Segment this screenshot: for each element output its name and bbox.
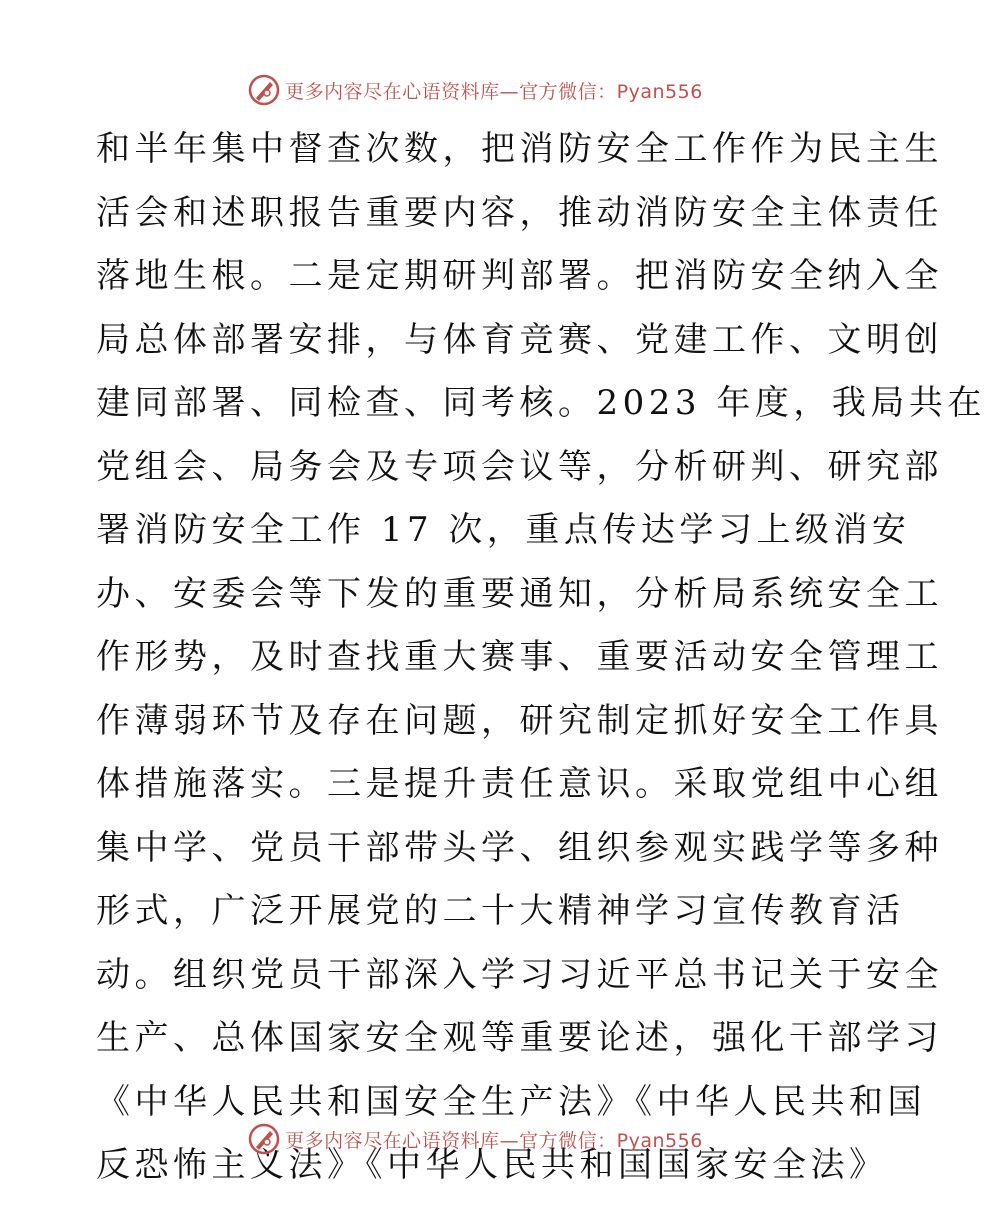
text-line: 形式，广泛开展党的二十大精神学习宣传教育活 [96, 891, 905, 931]
text-line: 和半年集中督查次数，把消防安全工作作为民主生 [96, 129, 943, 169]
pen-logo-icon [247, 1122, 281, 1156]
text-line: 生产、总体国家安全观等重要论述，强化干部学习 [96, 1018, 943, 1058]
document-body [96, 118, 986, 1198]
text-line: 党组会、局务会及专项会议等，分析研判、研究部 [96, 446, 943, 487]
text-line: 《中华人民共和国安全生产法》《中华人民共和国 [96, 1081, 926, 1122]
text-line: 作薄弱环节及存在问题，研究制定抓好安全工作具 [96, 700, 943, 741]
text-line: 活会和述职报告重要内容，推动消防安全主体责任 [96, 192, 943, 233]
text-line: 作形势，及时查找重大赛事、重要活动安全管理工 [96, 637, 943, 677]
pen-logo-icon [247, 73, 281, 107]
text-line: 办、安委会等下发的重要通知，分析局系统安全工 [96, 573, 943, 614]
text-line: 集中学、党员干部带头学、组织参观实践学等多种 [96, 827, 943, 868]
footer-watermark [0, 1119, 950, 1159]
watermark-text: 更多内容尽在心语资料库—官方微信：Pyan556 [285, 80, 703, 103]
text-line: 落地生根。二是定期研判部署。把消防安全纳入全 [96, 256, 943, 296]
text-line: 体措施落实。三是提升责任意识。采取党组中心组 [96, 764, 943, 804]
watermark-text: 更多内容尽在心语资料库—官方微信：Pyan556 [285, 1129, 703, 1152]
text-line: 局总体部署安排，与体育竞赛、党建工作、文明创 [96, 319, 943, 360]
text-line: 反恐怖主义法》《中华人民共和国国家安全法》 [96, 1145, 888, 1185]
header-watermark [0, 70, 950, 110]
text-line: 动。组织党员干部深入学习习近平总书记关于安全 [96, 954, 943, 995]
text-line: 署消防安全工作 17 次，重点传达学习上级消安 [96, 510, 911, 550]
text-line: 建同部署、同检查、同考核。2023 年度，我局共在 [96, 383, 986, 423]
